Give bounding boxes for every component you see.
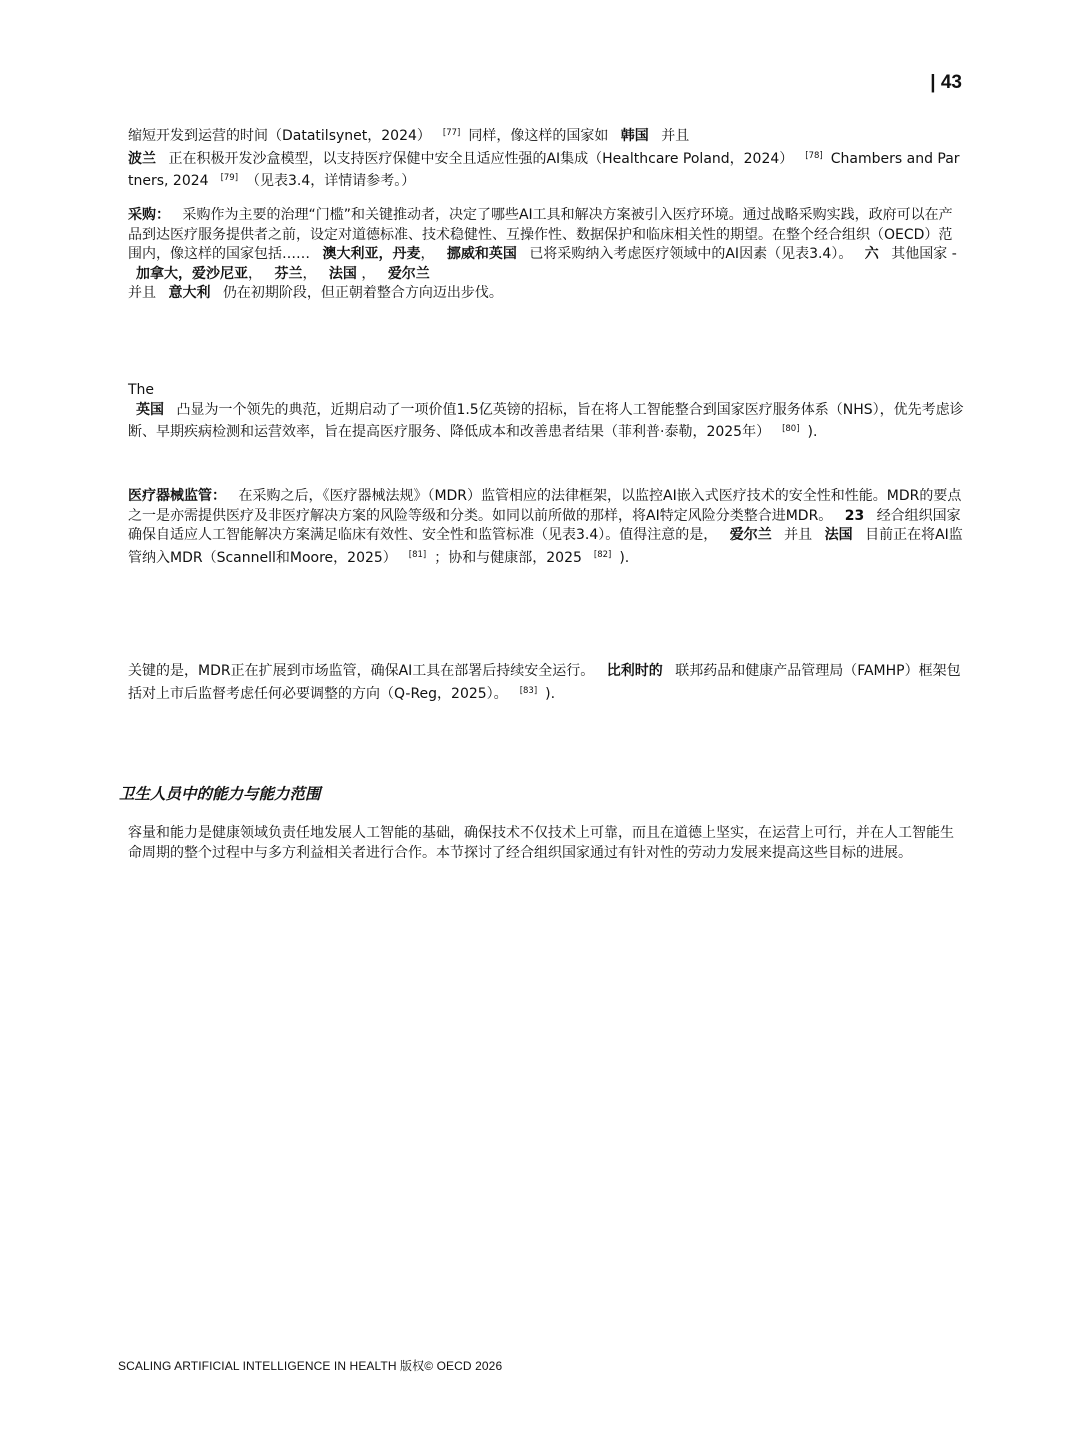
paragraph-uk-text [128, 381, 964, 443]
paragraph-sandbox-text [128, 124, 964, 192]
citation-77: [77] [442, 128, 461, 138]
p4-text-d: ；协和与健康部，2025 [434, 549, 582, 566]
citation-78: [78] [805, 150, 823, 161]
p3-text-b: ). [807, 424, 818, 440]
country-finland: 芬兰 [274, 265, 303, 282]
p2-text-d: 仍在初期阶段，但正朝着整合方向迈出步伐。 [222, 285, 503, 301]
p1-text-e: Chambers and Partners, 2024 [128, 150, 960, 189]
countries-group-1: 澳大利亚，丹麦 [322, 246, 421, 262]
p5-text-a: 关键的是，MDR正在扩展到市场监管，确保AI工具在部署后持续安全运行。 [128, 663, 595, 679]
p2-text-c: 其他国家 - [891, 246, 957, 262]
p4-text-c: 目前正在将AI监管纳入MDR（Scannell和Moore，2025） [128, 527, 963, 566]
page-number-value: 43 [940, 72, 962, 93]
countries-group-2: 挪威和英国 [446, 246, 517, 262]
citation-81: [81] [408, 549, 427, 560]
paragraph-device-regulation [128, 487, 964, 568]
country-poland: 波兰 [128, 150, 156, 167]
paragraph-sandbox [128, 124, 964, 192]
country-italy: 意大利 [168, 285, 211, 301]
citation-79: [79] [220, 173, 239, 183]
paragraph-device-regulation-text [128, 487, 964, 568]
count-six: 六 [864, 246, 879, 262]
citation-83: [83] [519, 685, 538, 696]
p2-text-b: 已将采购纳入考虑医疗领域中的AI因素（见表3.4）。 [529, 246, 853, 262]
paragraph-market-surveillance [128, 662, 964, 704]
paragraph-uk [128, 381, 964, 443]
separator: ， [420, 246, 435, 262]
page-number [930, 72, 962, 94]
country-ireland: 爱尔兰 [387, 265, 430, 282]
citation-82: [82] [593, 549, 612, 560]
country-france: 法国 [328, 265, 357, 282]
country-uk: 英国 [136, 401, 164, 418]
paragraph-capacity-text: 容量和能力是健康领域负责任地发展人工智能的基础，确保技术不仅技术上可靠，而且在道德上坚实，在运营上可行，并在人工智能生命周期的整个过程中与多方利益相关者进行合作。本节探讨了经合组织国家通过有针对性的劳动力发展来提高这些目标的进展。 [128, 825, 954, 861]
p4-text-e: ). [619, 549, 630, 566]
country-ireland: 爱尔兰 [729, 527, 772, 543]
paragraph-market-surveillance-text [128, 662, 964, 704]
paragraph-capacity [128, 824, 964, 863]
procurement-label: 采购： [128, 207, 170, 223]
count-twenty-three: 23 [844, 507, 865, 524]
separator: ， [361, 265, 376, 282]
citation-80: [80] [782, 424, 800, 434]
paragraph-procurement [128, 206, 964, 304]
p4-text-a: 在采购之后，《医疗器械法规》（MDR）监管相应的法律框架，以监控AI嵌入式医疗技术的安全性和性能。MDR的要点之一是亦需提供医疗及非医疗解决方案的风险等级和分类。如同以前所做的那样，将AI特定风险分类整合进MDR。 [128, 488, 962, 524]
p5-text-c: ). [545, 685, 556, 702]
p3-text-a: 凸显为一个领先的典范，近期启动了一项价值1.5亿英镑的招标，旨在将人工智能整合到国家医疗服务体系（NHS），优先考虑诊断、早期疾病检测和运营效率，旨在提高医疗服务、降低成本和改善患者结果（菲利普·泰勒，2025年） [128, 401, 964, 440]
device-regulation-label: 医疗器械监管： [128, 488, 226, 504]
country-korea: 韩国 [620, 128, 649, 144]
p5-text-b: 联邦药品和健康产品管理局（FAMHP）框架包括对上市后监督考虑任何必要调整的方向（Q-Reg，2025）。 [128, 663, 961, 702]
country-belgium: 比利时的 [606, 663, 663, 679]
separator: ， [248, 265, 262, 282]
paragraph-procurement-text [128, 206, 964, 304]
p4-text-and: 并且 [784, 527, 813, 543]
p1-text-c: 并且 [661, 128, 690, 144]
page-number-bar: | [930, 72, 941, 93]
country-france: 法国 [824, 527, 853, 543]
p1-text-d: 正在积极开发沙盒模型，以支持医疗保健中安全且适应性强的AI集成（Healthcare Poland，2024） [168, 150, 794, 167]
p1-text-f: （见表3.4，详情请参考。） [246, 173, 416, 189]
countries-group-3: 加拿大，爱沙尼亚 [136, 265, 248, 282]
section-heading: 卫生人员中的能力与能力范围 [119, 785, 321, 803]
p4-text-b: 经合组织国家确保自适应人工智能解决方案满足临床有效性、安全性和监管标准（见表3.4）。值得注意的是， [128, 507, 961, 543]
p2-text-a: 采购作为主要的治理“门槛”和关键推动者，决定了哪些AI工具和解决方案被引入医疗环境。通过战略采购实践，政府可以在产品到达医疗服务提供者之前，设定对道德标准、技术稳健性、互操作性、数据保护和临床相关性的期望。在整个经合组织（OECD）范围内，像这样的国家包括…… [128, 207, 953, 262]
page-footer: SCALING ARTIFICIAL INTELLIGENCE IN HEALTH 版权© OECD 2026 [118, 1359, 503, 1373]
separator: ， [302, 265, 317, 282]
p1-text-a: 缩短开发到运营的时间（Datatilsynet，2024） [128, 128, 431, 144]
p2-text-and: 并且 [128, 285, 156, 301]
p1-text-b: 同样，像这样的国家如 [468, 128, 609, 144]
p3-the: The [128, 382, 155, 398]
